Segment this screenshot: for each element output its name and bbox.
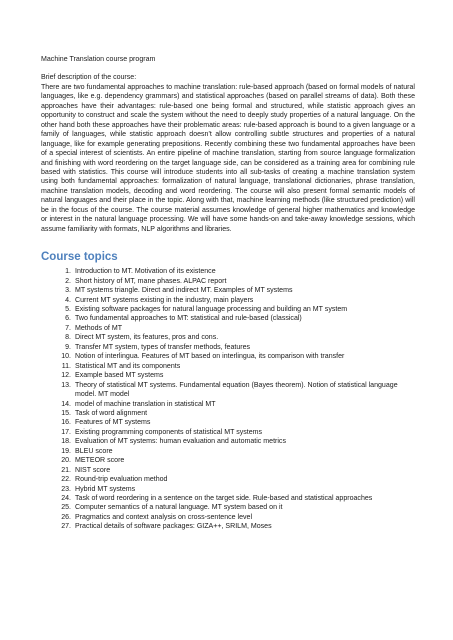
topic-item <box>41 485 415 494</box>
topic-item <box>41 305 415 314</box>
topic-text: Task of word alignment <box>75 409 148 417</box>
course-description: There are two fundamental approaches to machine translation: rule-based approach (based on formal models of natural languages, like e.g. dependency grammars) and statistical approaches (based on parallel streams of data). Both these approaches have their advantages: rule-based one being formal and structured, while statistic approach gives an opportunity to construct and scale the system without the need to deeply study properties of a natural language. On the other hand both these approaches have their problematic areas: rule-based approach is bound to a given language or a family of languages, while statistic approach doesn't allow controlling subtle structures and properties of a natural language, like for example generating prepositions. Recently combining these two fundamental approaches have been of a special interest of scientists. An entire pipeline of machine translation, starting from source language formalization and finishing with word reordering on the target language side, can be considered as a training area for combining rule based with statistics. This course will introduce students into all sub-tasks of creating a machine translation system using both fundamental approaches: formalization of natural language, translational dictionaries, phrase translation, machine translation models, decoding and word reordering. The course will also present formal semantic models of natural languages and their place in the topic. Along with that, machine learning methods (like structured prediction) will be in the focus of the course. The course material assumes knowledge of general higher mathematics and knowledge or interest in the natural language processing. We will have some hands-on and take-away knowledge sessions, which assume familiarity with formats, NLP algorithms and libraries. <box>41 83 415 233</box>
topic-number: 19. <box>61 447 71 455</box>
topic-number: 21. <box>61 466 71 474</box>
topic-item <box>41 277 415 286</box>
topic-number: 8. <box>65 334 71 342</box>
topic-item <box>41 418 415 427</box>
topic-number: 26. <box>61 513 71 521</box>
topic-item <box>41 513 415 522</box>
topic-item <box>41 456 415 465</box>
topic-item <box>41 522 415 531</box>
topic-text: Two fundamental approaches to MT: statistical and rule-based (classical) <box>75 315 302 323</box>
topic-item <box>41 352 415 361</box>
topic-number: 4. <box>65 296 71 304</box>
topic-text: Pragmatics and context analysis on cross-sentence level <box>75 513 253 521</box>
topic-text: Notion of interlingua. Features of MT based on interlingua, its comparison with transfer <box>75 353 345 361</box>
topic-number: 27. <box>61 523 71 531</box>
topic-text: BLEU score <box>75 447 113 455</box>
topic-text: Transfer MT system, types of transfer methods, features <box>75 343 251 351</box>
document-title: Machine Translation course program <box>41 56 156 63</box>
topic-item <box>41 286 415 295</box>
topic-number: 6. <box>65 315 71 323</box>
topic-item <box>41 428 415 437</box>
topic-text: Hybrid MT systems <box>75 485 136 493</box>
topic-number: 12. <box>61 372 71 380</box>
topic-item <box>41 333 415 342</box>
topic-text: Current MT systems existing in the industry, main players <box>75 296 254 304</box>
topic-item <box>41 362 415 371</box>
topic-text: Introduction to MT. Motivation of its existence <box>75 268 216 276</box>
topic-number: 16. <box>61 419 71 427</box>
course-topics-list <box>41 267 415 532</box>
topic-item <box>41 466 415 475</box>
topic-number: 23. <box>61 485 71 493</box>
topic-number: 3. <box>65 287 71 295</box>
topic-item <box>41 475 415 484</box>
topic-text: METEOR score <box>75 457 125 465</box>
topic-text: Round-trip evaluation method <box>75 476 168 484</box>
topic-text: Practical details of software packages: GIZA++, SRILM, Moses <box>75 523 272 531</box>
topic-item <box>41 437 415 446</box>
topic-text: Existing software packages for natural language processing and building an MT system <box>75 305 348 313</box>
topic-text: Task of word reordering in a sentence on the target side. Rule-based and statistical approaches <box>75 495 373 503</box>
topic-item <box>41 324 415 333</box>
topic-item <box>41 409 415 418</box>
description-heading: Brief description of the course: <box>41 74 137 82</box>
topic-number: 1. <box>65 268 71 276</box>
topic-number: 7. <box>65 324 71 332</box>
topic-item <box>41 296 415 305</box>
topic-item <box>41 400 415 409</box>
topic-text: Evaluation of MT systems: human evaluation and automatic metrics <box>75 438 286 446</box>
topic-text: Methods of MT <box>75 324 122 332</box>
topic-number: 20. <box>61 457 71 465</box>
topic-item <box>41 447 415 456</box>
topic-text: Computer semantics of a natural language. MT system based on it <box>75 504 283 512</box>
topic-text: Features of MT systems <box>75 419 151 427</box>
topic-text: NIST score <box>75 466 111 474</box>
topic-number: 17. <box>61 428 71 436</box>
topic-text: model of machine translation in statistical MT <box>75 400 216 408</box>
topic-text: Direct MT system, its features, pros and cons. <box>75 334 219 342</box>
topic-item <box>41 503 415 512</box>
topic-text: Statistical MT and its components <box>75 362 181 370</box>
topic-text: Short history of MT, mane phases. ALPAC report <box>75 277 227 285</box>
topic-text: MT systems triangle. Direct and indirect MT. Examples of MT systems <box>75 287 293 295</box>
topic-item <box>41 314 415 323</box>
topic-number: 13. <box>61 381 71 389</box>
topic-item <box>41 494 415 503</box>
topic-text: Theory of statistical MT systems. Fundamental equation (Bayes theorem). Notion of statistical language model. MT model <box>75 381 398 399</box>
topic-number: 25. <box>61 504 71 512</box>
topic-number: 15. <box>61 409 71 417</box>
topic-number: 2. <box>65 277 71 285</box>
topic-number: 9. <box>65 343 71 351</box>
topic-number: 11. <box>61 362 71 370</box>
course-topics-heading: Course topics <box>41 251 118 264</box>
topic-number: 22. <box>61 476 71 484</box>
topic-item <box>41 343 415 352</box>
topic-number: 14. <box>61 400 71 408</box>
topic-number: 10. <box>61 353 71 361</box>
topic-number: 24. <box>61 495 71 503</box>
topic-item <box>41 267 415 276</box>
topic-item <box>41 371 415 380</box>
topic-number: 5. <box>65 305 71 313</box>
topic-text: Existing programming components of statistical MT systems <box>75 428 263 436</box>
topic-number: 18. <box>61 438 71 446</box>
topic-text: Example based MT systems <box>75 372 164 380</box>
topic-item <box>41 381 415 400</box>
